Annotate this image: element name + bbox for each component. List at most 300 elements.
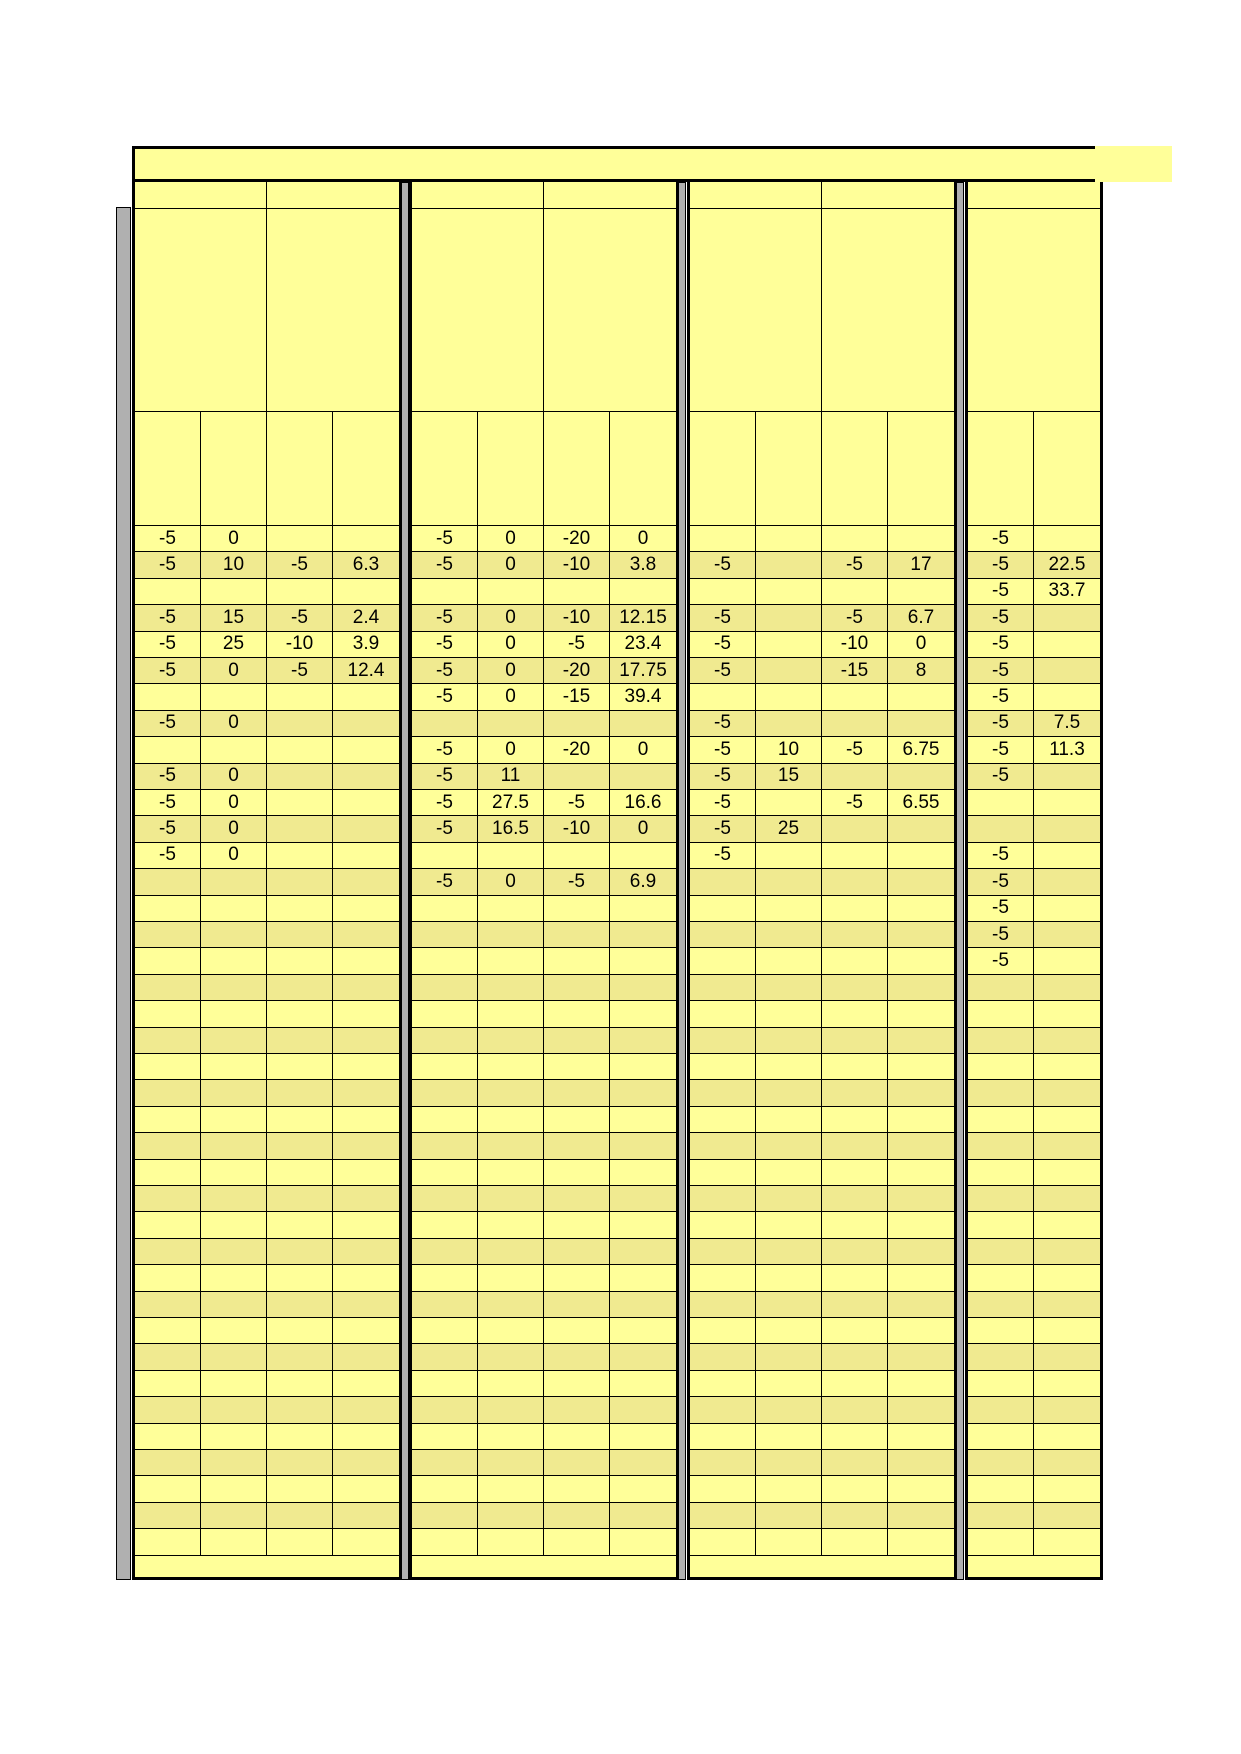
table-cell[interactable]: 0 [478, 605, 544, 631]
table-cell[interactable] [888, 526, 954, 552]
table-cell[interactable] [610, 1186, 676, 1212]
table-cell[interactable] [690, 1160, 756, 1186]
table-cell[interactable] [412, 1450, 478, 1476]
table-cell[interactable] [135, 737, 201, 763]
table-cell[interactable] [478, 1476, 544, 1502]
table-cell[interactable]: -5 [267, 552, 333, 578]
table-cell[interactable] [1034, 1160, 1100, 1186]
table-cell[interactable]: 23.4 [610, 632, 676, 658]
table-cell[interactable] [267, 1107, 333, 1133]
table-cell[interactable] [888, 1292, 954, 1318]
table-cell[interactable] [478, 1503, 544, 1529]
table-cell[interactable] [544, 1529, 610, 1555]
table-cell[interactable] [333, 1529, 399, 1555]
table-cell[interactable] [333, 1371, 399, 1397]
table-cell[interactable] [822, 1133, 888, 1159]
table-cell[interactable]: 0 [610, 816, 676, 842]
table-cell[interactable] [968, 1503, 1034, 1529]
table-cell[interactable]: 16.5 [478, 816, 544, 842]
table-cell[interactable] [267, 764, 333, 790]
table-cell[interactable] [267, 1080, 333, 1106]
table-cell[interactable] [478, 1186, 544, 1212]
table-cell[interactable] [333, 1344, 399, 1370]
table-cell[interactable] [267, 1476, 333, 1502]
table-cell[interactable] [756, 1397, 822, 1423]
table-cell[interactable] [267, 711, 333, 737]
table-cell[interactable]: -10 [544, 552, 610, 578]
table-cell[interactable] [333, 1133, 399, 1159]
table-cell[interactable] [135, 1186, 201, 1212]
table-cell[interactable] [888, 1344, 954, 1370]
table-cell[interactable] [1034, 843, 1100, 869]
table-cell[interactable] [333, 1107, 399, 1133]
table-cell[interactable]: 25 [756, 816, 822, 842]
table-cell[interactable] [968, 1160, 1034, 1186]
table-cell[interactable]: 17 [888, 552, 954, 578]
table-cell[interactable]: 0 [478, 658, 544, 684]
table-cell[interactable] [756, 1476, 822, 1502]
table-cell[interactable]: 6.55 [888, 790, 954, 816]
table-cell[interactable] [888, 579, 954, 605]
table-cell[interactable]: -5 [968, 605, 1034, 631]
table-cell[interactable] [478, 1160, 544, 1186]
table-cell[interactable] [888, 896, 954, 922]
table-cell[interactable]: 25 [201, 632, 267, 658]
table-cell[interactable] [267, 1529, 333, 1555]
table-cell[interactable] [610, 579, 676, 605]
table-cell[interactable] [968, 1318, 1034, 1344]
table-cell[interactable] [756, 896, 822, 922]
table-cell[interactable]: 39.4 [610, 684, 676, 710]
table-cell[interactable] [756, 1529, 822, 1555]
table-cell[interactable] [478, 975, 544, 1001]
table-cell[interactable] [135, 1529, 201, 1555]
table-cell[interactable] [1034, 1133, 1100, 1159]
table-cell[interactable] [412, 922, 478, 948]
table-cell[interactable] [690, 1107, 756, 1133]
table-cell[interactable] [1034, 1292, 1100, 1318]
table-cell[interactable] [690, 1450, 756, 1476]
table-cell[interactable] [135, 1160, 201, 1186]
table-cell[interactable] [267, 843, 333, 869]
table-cell[interactable]: -5 [822, 790, 888, 816]
table-cell[interactable] [756, 1107, 822, 1133]
table-cell[interactable] [412, 1001, 478, 1027]
table-cell[interactable] [201, 1529, 267, 1555]
table-cell[interactable] [333, 975, 399, 1001]
table-cell[interactable] [135, 1397, 201, 1423]
table-cell[interactable] [888, 1424, 954, 1450]
table-cell[interactable]: 3.8 [610, 552, 676, 578]
table-cell[interactable] [610, 1107, 676, 1133]
table-cell[interactable] [968, 1265, 1034, 1291]
table-cell[interactable] [1034, 1344, 1100, 1370]
table-cell[interactable] [201, 1371, 267, 1397]
table-cell[interactable] [610, 1133, 676, 1159]
table-cell[interactable] [333, 1028, 399, 1054]
table-cell[interactable] [888, 1529, 954, 1555]
table-cell[interactable] [888, 1054, 954, 1080]
table-cell[interactable]: -5 [412, 737, 478, 763]
table-cell[interactable]: -5 [968, 711, 1034, 737]
table-cell[interactable] [610, 1001, 676, 1027]
table-cell[interactable] [822, 922, 888, 948]
table-cell[interactable] [544, 1001, 610, 1027]
table-cell[interactable]: -5 [544, 790, 610, 816]
table-cell[interactable] [544, 1318, 610, 1344]
table-cell[interactable] [135, 1107, 201, 1133]
table-cell[interactable] [267, 526, 333, 552]
table-cell[interactable]: 17.75 [610, 658, 676, 684]
table-cell[interactable]: -5 [412, 684, 478, 710]
table-cell[interactable] [968, 790, 1034, 816]
table-cell[interactable] [267, 579, 333, 605]
table-cell[interactable] [333, 1186, 399, 1212]
table-cell[interactable] [1034, 896, 1100, 922]
table-cell[interactable]: 7.5 [1034, 711, 1100, 737]
table-cell[interactable] [267, 1028, 333, 1054]
table-cell[interactable] [412, 1107, 478, 1133]
table-cell[interactable] [756, 1239, 822, 1265]
table-cell[interactable] [1034, 1476, 1100, 1502]
table-cell[interactable] [135, 1265, 201, 1291]
table-cell[interactable] [690, 1424, 756, 1450]
table-cell[interactable] [1034, 1001, 1100, 1027]
table-cell[interactable] [756, 843, 822, 869]
table-cell[interactable] [968, 1424, 1034, 1450]
table-cell[interactable] [267, 1344, 333, 1370]
table-cell[interactable] [888, 1160, 954, 1186]
table-cell[interactable] [1034, 975, 1100, 1001]
table-cell[interactable] [1034, 922, 1100, 948]
table-cell[interactable] [267, 816, 333, 842]
table-cell[interactable] [412, 1503, 478, 1529]
table-cell[interactable] [968, 1476, 1034, 1502]
table-cell[interactable] [610, 896, 676, 922]
table-cell[interactable]: -5 [544, 632, 610, 658]
table-cell[interactable] [135, 1344, 201, 1370]
table-cell[interactable]: 8 [888, 658, 954, 684]
table-cell[interactable] [756, 922, 822, 948]
table-cell[interactable]: 6.9 [610, 869, 676, 895]
table-cell[interactable] [333, 1318, 399, 1344]
table-cell[interactable] [1034, 1212, 1100, 1238]
table-cell[interactable] [333, 737, 399, 763]
table-cell[interactable] [544, 1397, 610, 1423]
table-cell[interactable] [1034, 1239, 1100, 1265]
table-cell[interactable] [690, 1133, 756, 1159]
table-cell[interactable] [822, 711, 888, 737]
table-cell[interactable]: -5 [412, 869, 478, 895]
table-cell[interactable] [1034, 1529, 1100, 1555]
table-cell[interactable] [412, 711, 478, 737]
table-cell[interactable] [1034, 1503, 1100, 1529]
table-cell[interactable] [888, 948, 954, 974]
table-cell[interactable] [544, 843, 610, 869]
table-cell[interactable] [201, 1424, 267, 1450]
table-cell[interactable] [822, 1080, 888, 1106]
table-cell[interactable] [968, 1028, 1034, 1054]
table-cell[interactable] [135, 975, 201, 1001]
table-cell[interactable] [968, 975, 1034, 1001]
table-cell[interactable] [690, 922, 756, 948]
table-cell[interactable] [412, 1292, 478, 1318]
table-cell[interactable]: 33.7 [1034, 579, 1100, 605]
table-cell[interactable] [756, 1160, 822, 1186]
table-cell[interactable]: -5 [822, 552, 888, 578]
table-cell[interactable] [478, 1080, 544, 1106]
table-cell[interactable]: -5 [135, 764, 201, 790]
table-cell[interactable] [690, 1529, 756, 1555]
table-cell[interactable] [1034, 1186, 1100, 1212]
table-cell[interactable]: 0 [201, 790, 267, 816]
table-cell[interactable] [333, 790, 399, 816]
table-cell[interactable]: 0 [478, 526, 544, 552]
table-cell[interactable]: -10 [267, 632, 333, 658]
table-cell[interactable] [822, 1265, 888, 1291]
table-cell[interactable] [968, 1450, 1034, 1476]
table-cell[interactable]: -5 [690, 843, 756, 869]
table-cell[interactable]: 10 [201, 552, 267, 578]
table-cell[interactable]: 22.5 [1034, 552, 1100, 578]
table-cell[interactable] [478, 843, 544, 869]
table-cell[interactable]: -5 [412, 605, 478, 631]
table-cell[interactable] [888, 1371, 954, 1397]
table-cell[interactable]: -5 [822, 737, 888, 763]
table-cell[interactable] [690, 1476, 756, 1502]
table-cell[interactable] [822, 526, 888, 552]
table-cell[interactable]: -20 [544, 737, 610, 763]
table-cell[interactable] [888, 816, 954, 842]
table-cell[interactable] [1034, 1054, 1100, 1080]
table-cell[interactable]: 6.7 [888, 605, 954, 631]
table-cell[interactable]: 0 [478, 684, 544, 710]
table-cell[interactable] [610, 1160, 676, 1186]
table-cell[interactable] [333, 1503, 399, 1529]
table-cell[interactable] [968, 1239, 1034, 1265]
table-cell[interactable] [888, 1318, 954, 1344]
table-cell[interactable] [888, 1450, 954, 1476]
table-cell[interactable]: -5 [267, 658, 333, 684]
table-cell[interactable] [822, 816, 888, 842]
table-cell[interactable] [968, 816, 1034, 842]
table-cell[interactable] [968, 1212, 1034, 1238]
table-cell[interactable]: 6.3 [333, 552, 399, 578]
table-cell[interactable] [267, 790, 333, 816]
table-cell[interactable] [333, 843, 399, 869]
table-cell[interactable] [267, 1054, 333, 1080]
table-cell[interactable] [478, 579, 544, 605]
table-cell[interactable] [690, 869, 756, 895]
table-cell[interactable]: -5 [135, 790, 201, 816]
table-cell[interactable] [610, 922, 676, 948]
table-cell[interactable] [135, 948, 201, 974]
table-cell[interactable] [544, 922, 610, 948]
table-cell[interactable] [756, 1133, 822, 1159]
table-cell[interactable] [478, 1054, 544, 1080]
table-cell[interactable] [412, 1318, 478, 1344]
table-cell[interactable] [1034, 764, 1100, 790]
table-cell[interactable] [135, 579, 201, 605]
table-cell[interactable] [201, 1318, 267, 1344]
table-cell[interactable] [888, 1212, 954, 1238]
table-cell[interactable] [135, 1054, 201, 1080]
table-cell[interactable] [478, 1318, 544, 1344]
table-cell[interactable] [478, 1344, 544, 1370]
table-cell[interactable] [201, 579, 267, 605]
table-cell[interactable]: -5 [690, 790, 756, 816]
table-cell[interactable] [333, 816, 399, 842]
table-cell[interactable] [822, 1476, 888, 1502]
table-cell[interactable] [201, 1450, 267, 1476]
table-cell[interactable] [333, 579, 399, 605]
table-cell[interactable] [412, 1080, 478, 1106]
table-cell[interactable] [201, 737, 267, 763]
table-cell[interactable]: 0 [478, 737, 544, 763]
table-cell[interactable] [1034, 790, 1100, 816]
table-cell[interactable] [888, 1503, 954, 1529]
table-cell[interactable] [756, 1450, 822, 1476]
table-cell[interactable]: 0 [201, 658, 267, 684]
table-cell[interactable] [135, 1133, 201, 1159]
table-cell[interactable] [1034, 684, 1100, 710]
table-cell[interactable] [690, 1265, 756, 1291]
table-cell[interactable] [544, 1239, 610, 1265]
table-cell[interactable] [544, 1265, 610, 1291]
table-cell[interactable]: -5 [690, 737, 756, 763]
table-cell[interactable] [1034, 1265, 1100, 1291]
table-cell[interactable] [756, 552, 822, 578]
table-cell[interactable] [267, 1371, 333, 1397]
table-cell[interactable] [201, 1397, 267, 1423]
table-cell[interactable] [333, 948, 399, 974]
table-cell[interactable] [888, 922, 954, 948]
table-cell[interactable]: -5 [135, 605, 201, 631]
table-cell[interactable]: 0 [201, 843, 267, 869]
table-cell[interactable]: -10 [822, 632, 888, 658]
table-cell[interactable] [201, 1160, 267, 1186]
table-cell[interactable] [888, 1133, 954, 1159]
table-cell[interactable] [478, 1397, 544, 1423]
table-cell[interactable] [610, 1476, 676, 1502]
table-cell[interactable] [822, 579, 888, 605]
table-cell[interactable]: -5 [412, 632, 478, 658]
table-cell[interactable] [135, 1450, 201, 1476]
table-cell[interactable]: -5 [135, 816, 201, 842]
table-cell[interactable] [478, 1292, 544, 1318]
table-cell[interactable] [888, 1397, 954, 1423]
table-cell[interactable] [135, 869, 201, 895]
table-cell[interactable]: -5 [968, 869, 1034, 895]
table-cell[interactable] [1034, 605, 1100, 631]
table-cell[interactable] [968, 1292, 1034, 1318]
table-cell[interactable] [412, 1371, 478, 1397]
table-cell[interactable] [333, 869, 399, 895]
table-cell[interactable] [267, 1292, 333, 1318]
table-cell[interactable] [822, 1001, 888, 1027]
table-cell[interactable] [478, 896, 544, 922]
table-cell[interactable] [888, 1239, 954, 1265]
table-cell[interactable] [610, 1318, 676, 1344]
table-cell[interactable] [968, 1133, 1034, 1159]
table-cell[interactable]: -5 [968, 948, 1034, 974]
table-cell[interactable] [544, 711, 610, 737]
table-cell[interactable]: -5 [412, 526, 478, 552]
table-cell[interactable] [544, 1371, 610, 1397]
table-cell[interactable] [544, 1212, 610, 1238]
table-cell[interactable] [478, 922, 544, 948]
table-cell[interactable] [1034, 632, 1100, 658]
table-cell[interactable] [478, 711, 544, 737]
table-cell[interactable]: -5 [968, 526, 1034, 552]
table-cell[interactable] [544, 1107, 610, 1133]
table-cell[interactable]: -5 [968, 658, 1034, 684]
table-cell[interactable]: -5 [968, 632, 1034, 658]
table-cell[interactable] [412, 896, 478, 922]
table-cell[interactable]: -5 [690, 764, 756, 790]
table-cell[interactable] [201, 922, 267, 948]
table-cell[interactable]: 0 [888, 632, 954, 658]
table-cell[interactable] [888, 1028, 954, 1054]
table-cell[interactable] [690, 526, 756, 552]
table-cell[interactable] [822, 1292, 888, 1318]
table-cell[interactable]: -5 [690, 552, 756, 578]
table-cell[interactable] [201, 1344, 267, 1370]
table-cell[interactable] [756, 526, 822, 552]
table-cell[interactable] [610, 1450, 676, 1476]
table-cell[interactable]: 11 [478, 764, 544, 790]
table-cell[interactable] [478, 1239, 544, 1265]
table-cell[interactable]: 0 [201, 816, 267, 842]
table-cell[interactable] [267, 1160, 333, 1186]
table-cell[interactable] [201, 869, 267, 895]
table-cell[interactable] [756, 1292, 822, 1318]
table-cell[interactable] [544, 896, 610, 922]
table-cell[interactable] [756, 684, 822, 710]
table-cell[interactable] [822, 1344, 888, 1370]
table-cell[interactable] [412, 579, 478, 605]
table-cell[interactable] [822, 896, 888, 922]
table-cell[interactable] [968, 1054, 1034, 1080]
table-cell[interactable]: -20 [544, 526, 610, 552]
table-cell[interactable] [756, 1265, 822, 1291]
table-cell[interactable] [690, 684, 756, 710]
table-cell[interactable] [412, 1344, 478, 1370]
table-cell[interactable] [267, 1186, 333, 1212]
table-cell[interactable] [822, 1450, 888, 1476]
table-cell[interactable] [822, 869, 888, 895]
table-cell[interactable]: -5 [690, 632, 756, 658]
table-cell[interactable]: 15 [756, 764, 822, 790]
table-cell[interactable] [544, 1503, 610, 1529]
table-cell[interactable] [544, 1476, 610, 1502]
table-cell[interactable] [201, 1133, 267, 1159]
table-cell[interactable] [267, 1001, 333, 1027]
table-cell[interactable]: 10 [756, 737, 822, 763]
table-cell[interactable] [968, 1344, 1034, 1370]
table-cell[interactable] [267, 896, 333, 922]
table-cell[interactable] [135, 1424, 201, 1450]
table-cell[interactable] [968, 1397, 1034, 1423]
table-cell[interactable] [544, 1028, 610, 1054]
table-cell[interactable] [690, 579, 756, 605]
table-cell[interactable] [267, 1133, 333, 1159]
table-cell[interactable] [1034, 1080, 1100, 1106]
table-cell[interactable] [201, 1292, 267, 1318]
table-cell[interactable] [1034, 869, 1100, 895]
table-cell[interactable] [1034, 1318, 1100, 1344]
table-cell[interactable] [412, 1529, 478, 1555]
